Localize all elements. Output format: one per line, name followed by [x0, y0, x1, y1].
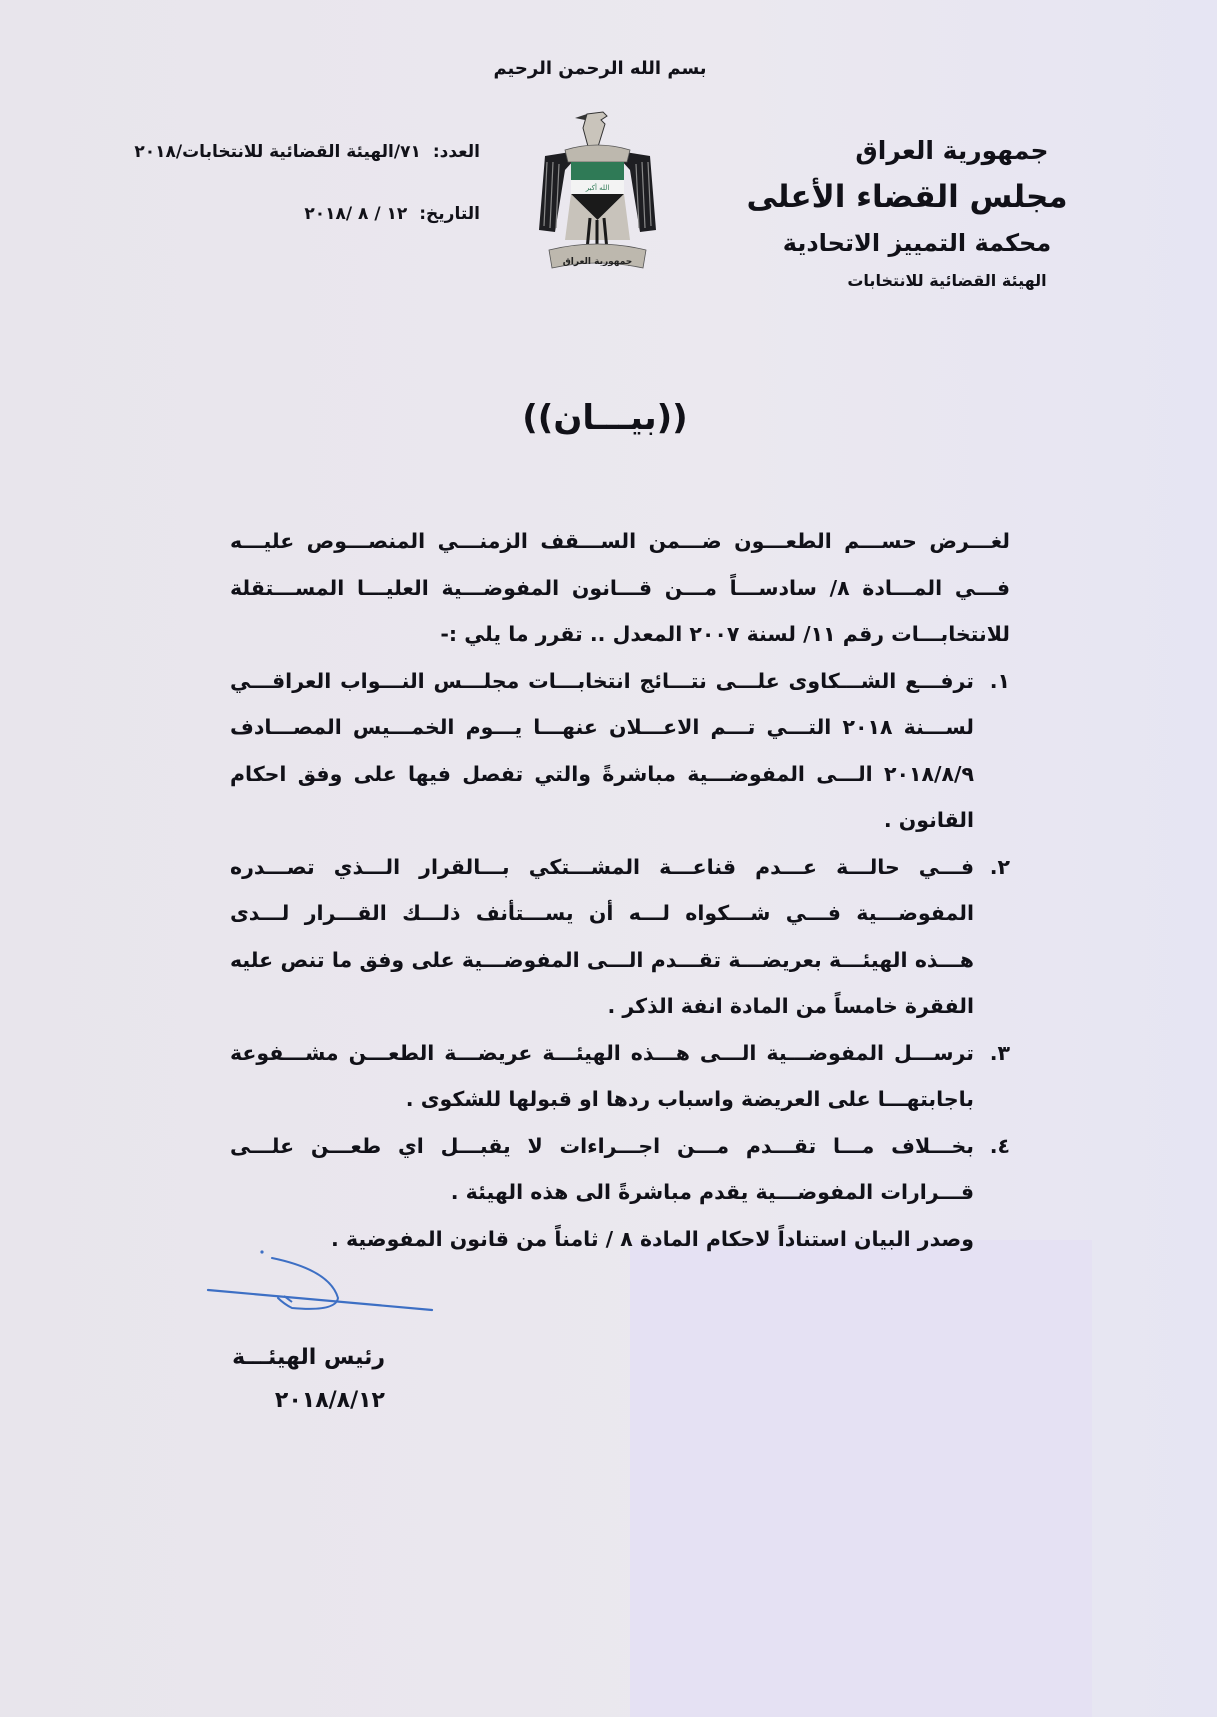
reference-number-row	[100, 142, 480, 162]
list-item	[230, 1123, 1010, 1216]
council-name: مجلس القضاء الأعلى	[746, 179, 1068, 215]
item-number: ٤.	[989, 1133, 1010, 1158]
item-number: ٣.	[989, 1040, 1010, 1065]
panel-name: الهيئة القضائية للانتخابات	[847, 271, 1047, 290]
intro-paragraph: لغـــرض حســـم الطعـــون ضـــمن الســـقف الزمنـــي المنصـــوص عليـــه فـــي المـــادة ٨/ سادســـاً مـــن قـــانون المفوضـــية العليـــا المســـتقلة للانتخابـــات رقم ١١/ لسنة ٢٠٠٧ المعدل .. تقرر ما يلي :-	[230, 529, 1011, 646]
signer-date: ٢٠١٨/٨/١٢	[274, 1388, 385, 1413]
reference-date-value: ١٢ / ٨ /٢٠١٨	[304, 204, 408, 224]
reference-date-row	[100, 204, 480, 224]
country-name: جمهورية العراق	[855, 136, 1049, 165]
list-item	[230, 844, 1010, 1030]
scan-tint-patch	[630, 1240, 1092, 1717]
item-text: بخـــلاف مـــا تقـــدم مـــن اجـــراءات لا يقبـــل اي طعـــن علـــى قـــرارات المفوضـــية يقدم مباشرةً الى هذه الهيئة .	[230, 1133, 974, 1204]
reference-date-label: التاريخ:	[419, 204, 480, 224]
signer-title: رئيس الهيئـــة	[232, 1345, 385, 1370]
provisions-list	[230, 658, 1010, 1216]
item-text: فـــي حالـــة عـــدم قناعـــة المشـــتكي بـــالقرار الـــذي تصـــدره المفوضـــية فـــي شـــكواه لـــه أن يســـتأنف ذلـــك القـــرار لـــدى هـــذه الهيئـــة بعريضـــة تقـــدم الـــى المفوضـــية على وفق ما تنص عليه الفقرة خامساً من المادة انفة الذكر .	[230, 854, 974, 1018]
closing-statement: وصدر البيان استناداً لاحكام المادة ٨ / ثامناً من قانون المفوضية .	[331, 1226, 974, 1251]
list-item	[230, 658, 1010, 844]
emblem-of-iraq-icon	[535, 110, 660, 275]
document-title: ((بيـــان))	[522, 398, 688, 438]
emblem-flag-inscription: الله أكبر	[585, 184, 610, 192]
list-item	[230, 1030, 1010, 1123]
handwritten-signature	[200, 1240, 460, 1320]
emblem-base-inscription: جمهورية العراق	[562, 257, 633, 267]
court-name: محكمة التمييز الاتحادية	[782, 229, 1052, 257]
reference-number-value: ٧١/الهيئة القضائية للانتخابات/٢٠١٨	[134, 142, 421, 162]
reference-number-label: العدد:	[432, 142, 480, 162]
letterhead-issuer	[732, 136, 1092, 290]
statement-body	[230, 518, 1010, 1262]
item-text: ترفـــع الشـــكاوى علـــى نتـــائج انتخابـــات مجلـــس النـــواب العراقـــي لســـنة ٢٠١٨ التـــي تـــم الاعـــلان عنهـــا يـــوم الخمـــيس المصـــادف ٢٠١٨/٨/٩ الـــى المفوضـــية مباشرةً والتي تفصل فيها على وفق احكام القانون .	[230, 668, 975, 832]
item-number: ١.	[989, 668, 1010, 693]
signer-block	[225, 1345, 385, 1413]
basmala: بسم الله الرحمن الرحيم	[493, 58, 707, 79]
item-text: ترســـل المفوضـــية الـــى هـــذه الهيئـــة عريضـــة الطعـــن مشـــفوعة باجابتهـــا على العريضة واسباب ردها او قبولها للشكوى .	[230, 1040, 974, 1111]
reference-block	[100, 142, 480, 224]
item-number: ٢.	[989, 854, 1010, 879]
